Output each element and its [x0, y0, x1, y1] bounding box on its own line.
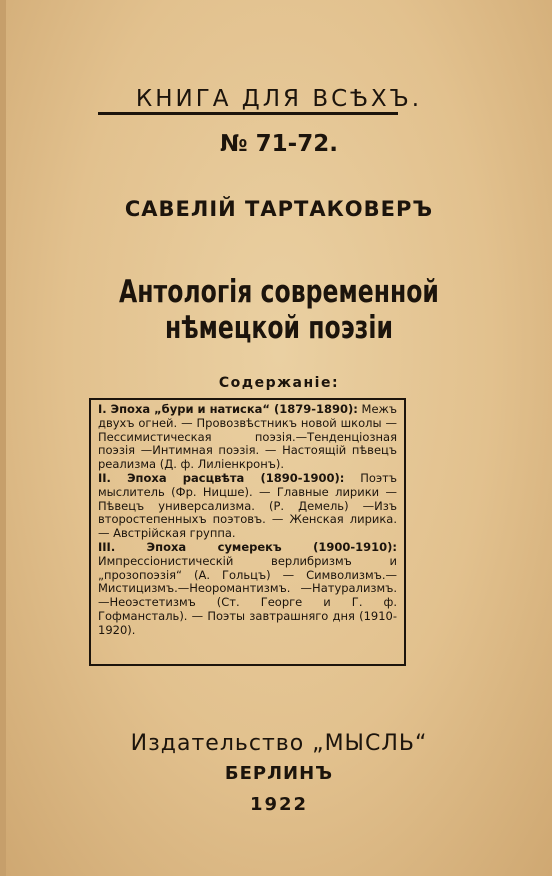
section-text: Межъ двухъ огней. — Провозвѣстникъ новой школы — Пессимистическая поэзія.—Тенденціозная поэзія —Интимная поэзія. — Настоящій пѣвецъ реализма (Д. ф. Лиліенкронъ).: [98, 402, 398, 472]
section-text: Поэтъ мыслитель (Фр. Ницше). — Главные лирики — Пѣвецъ универсализма. (Р. Демель) —Изъ второстепенныхъ поэтовъ. — Женская лирика. — Австрійская группа.: [98, 470, 398, 541]
issue-number: № 71-72.: [220, 131, 338, 157]
author-name: САВЕЛІЙ ТАРТАКОВЕРЪ: [124, 197, 434, 221]
contents-section-1: [98, 403, 397, 472]
section-heading: I. Эпоха „бури и натиска“ (1879-1890):: [98, 402, 358, 416]
book-title: Антологія современной нѣмецкой поэзіи: [119, 274, 439, 346]
section-heading: III. Эпоха сумерекъ (1900-1910):: [98, 539, 397, 554]
section-text: Импрессіонистическій верлибризмъ и „прозопоэзія“ (А. Гольцъ) — Символизмъ.—Мистицизмъ.—Неоромантизмъ. —Натурализмъ.—Неоэстетизмъ (Ст. Георге и Г. ф. Гофмансталь). — Поэты завтрашняго дня (1910-1920).: [98, 553, 397, 637]
section-heading: II. Эпоха расцвѣта (1890-1900):: [98, 470, 345, 485]
publisher-name: Издательство „МЫСЛЬ“: [130, 731, 428, 756]
contents-section-2: [98, 472, 397, 541]
series-underline: [98, 112, 398, 115]
contents-box: [89, 398, 406, 666]
publication-city: БЕРЛИНЪ: [224, 763, 334, 784]
publication-year: 1922: [249, 794, 309, 815]
contents-section-3: [98, 541, 397, 638]
series-title: КНИГА ДЛЯ ВСѢХЪ.: [135, 86, 423, 112]
contents-heading: Содержаніе:: [218, 375, 340, 391]
